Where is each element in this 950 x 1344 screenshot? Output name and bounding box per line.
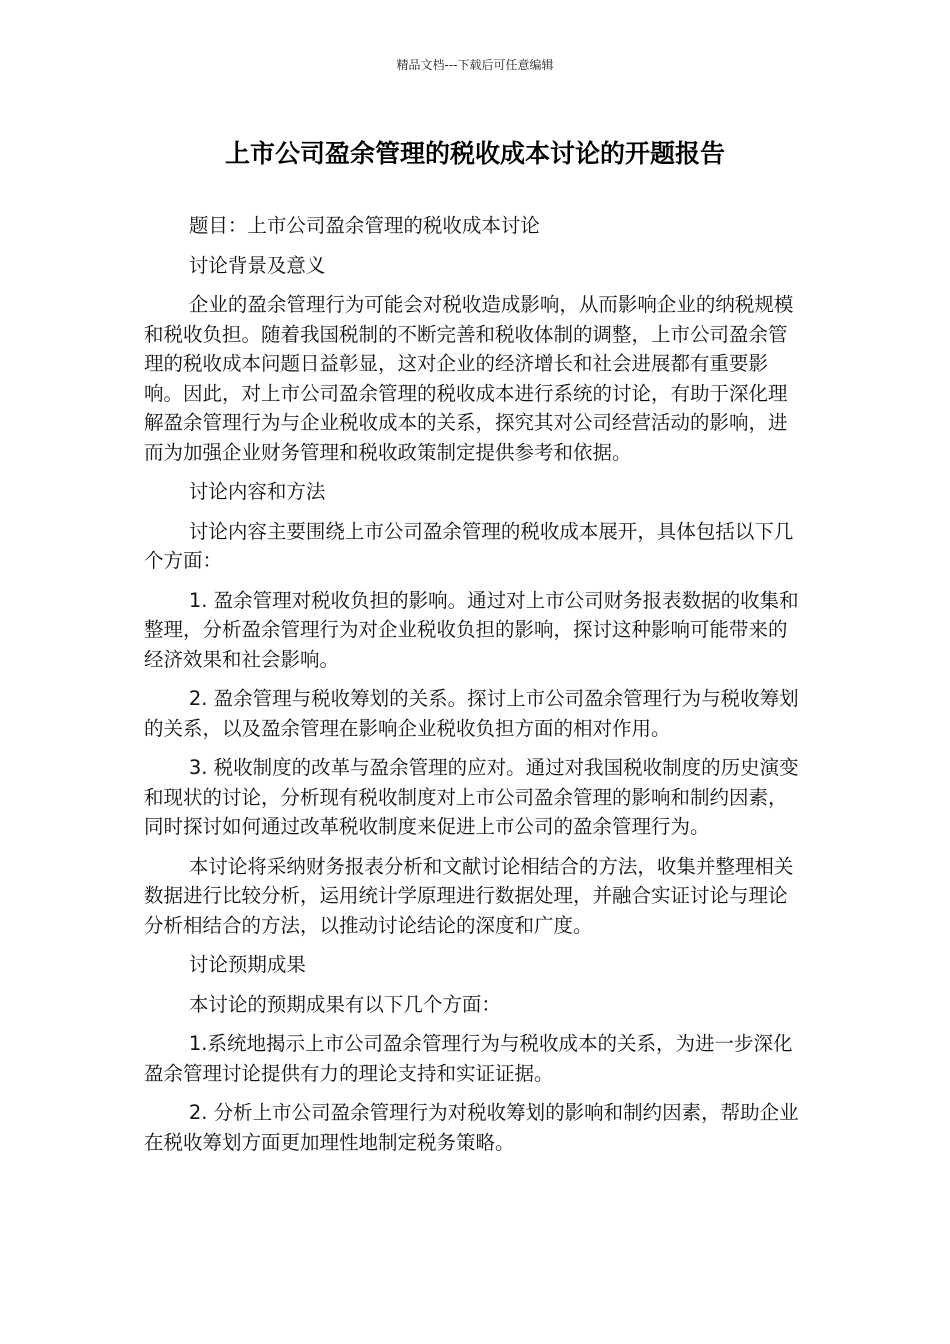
content-item-2: 2. 盈余管理与税收筹划的关系。探讨上市公司盈余管理行为与税收筹划的关系，以及盈余管理在影响企业税收负担方面的相对作用。: [144, 687, 799, 740]
section-heading-content-method: 讨论内容和方法: [188, 480, 326, 503]
section-heading-expected-results: 讨论预期成果: [188, 953, 306, 976]
page-header-note: 精品文档---下载后可任意编辑: [396, 58, 554, 72]
result-item-2: 2. 分析上市公司盈余管理行为对税收筹划的影响和制约因素，帮助企业在税收筹划方面更加理性地制定税务策略。: [144, 1101, 799, 1154]
document-body: [144, 211, 800, 1167]
result-item-1: 1.系统地揭示上市公司盈余管理行为与税收成本的关系，为进一步深化盈余管理讨论提供有力的理论支持和实证证据。: [144, 1032, 793, 1085]
background-paragraph: 企业的盈余管理行为可能会对税收造成影响，从而影响企业的纳税规模和税收负担。随着我国税制的不断完善和税收体制的调整，上市公司盈余管理的税收成本问题日益彰显，这对企业的经济增长和社会进展都有重要影响。因此，对上市公司盈余管理的税收成本进行系统的讨论，有助于深化理解盈余管理行为与企业税收成本的关系，探究其对公司经营活动的影响，进而为加强企业财务管理和税收政策制定提供参考和依据。: [144, 293, 794, 464]
results-intro-paragraph: 本讨论的预期成果有以下几个方面：: [188, 992, 501, 1016]
content-item-3: 3. 税收制度的改革与盈余管理的应对。通过对我国税收制度的历史演变和现状的讨论，分析现有税收制度对上市公司盈余管理的影响和制约因素，同时探讨如何通过改革税收制度来促进上市公司的盈余管理行为。: [144, 756, 799, 838]
topic-line: 题目：上市公司盈余管理的税收成本讨论: [188, 214, 540, 237]
content-intro-paragraph: 讨论内容主要围绕上市公司盈余管理的税收成本展开，具体包括以下几个方面：: [144, 519, 794, 572]
content-item-1: 1. 盈余管理对税收负担的影响。通过对上市公司财务报表数据的收集和整理，分析盈余管理行为对企业税收负担的影响，探讨这种影响可能带来的经济效果和社会影响。: [144, 588, 799, 671]
section-heading-background: 讨论背景及意义: [188, 253, 326, 277]
method-paragraph: 本讨论将采纳财务报表分析和文献讨论相结合的方法，收集并整理相关数据进行比较分析，运用统计学原理进行数据处理，并融合实证讨论与理论分析相结合的方法，以推动讨论结论的深度和广度。: [144, 854, 794, 937]
document-title: 上市公司盈余管理的税收成本讨论的开题报告: [224, 139, 725, 168]
